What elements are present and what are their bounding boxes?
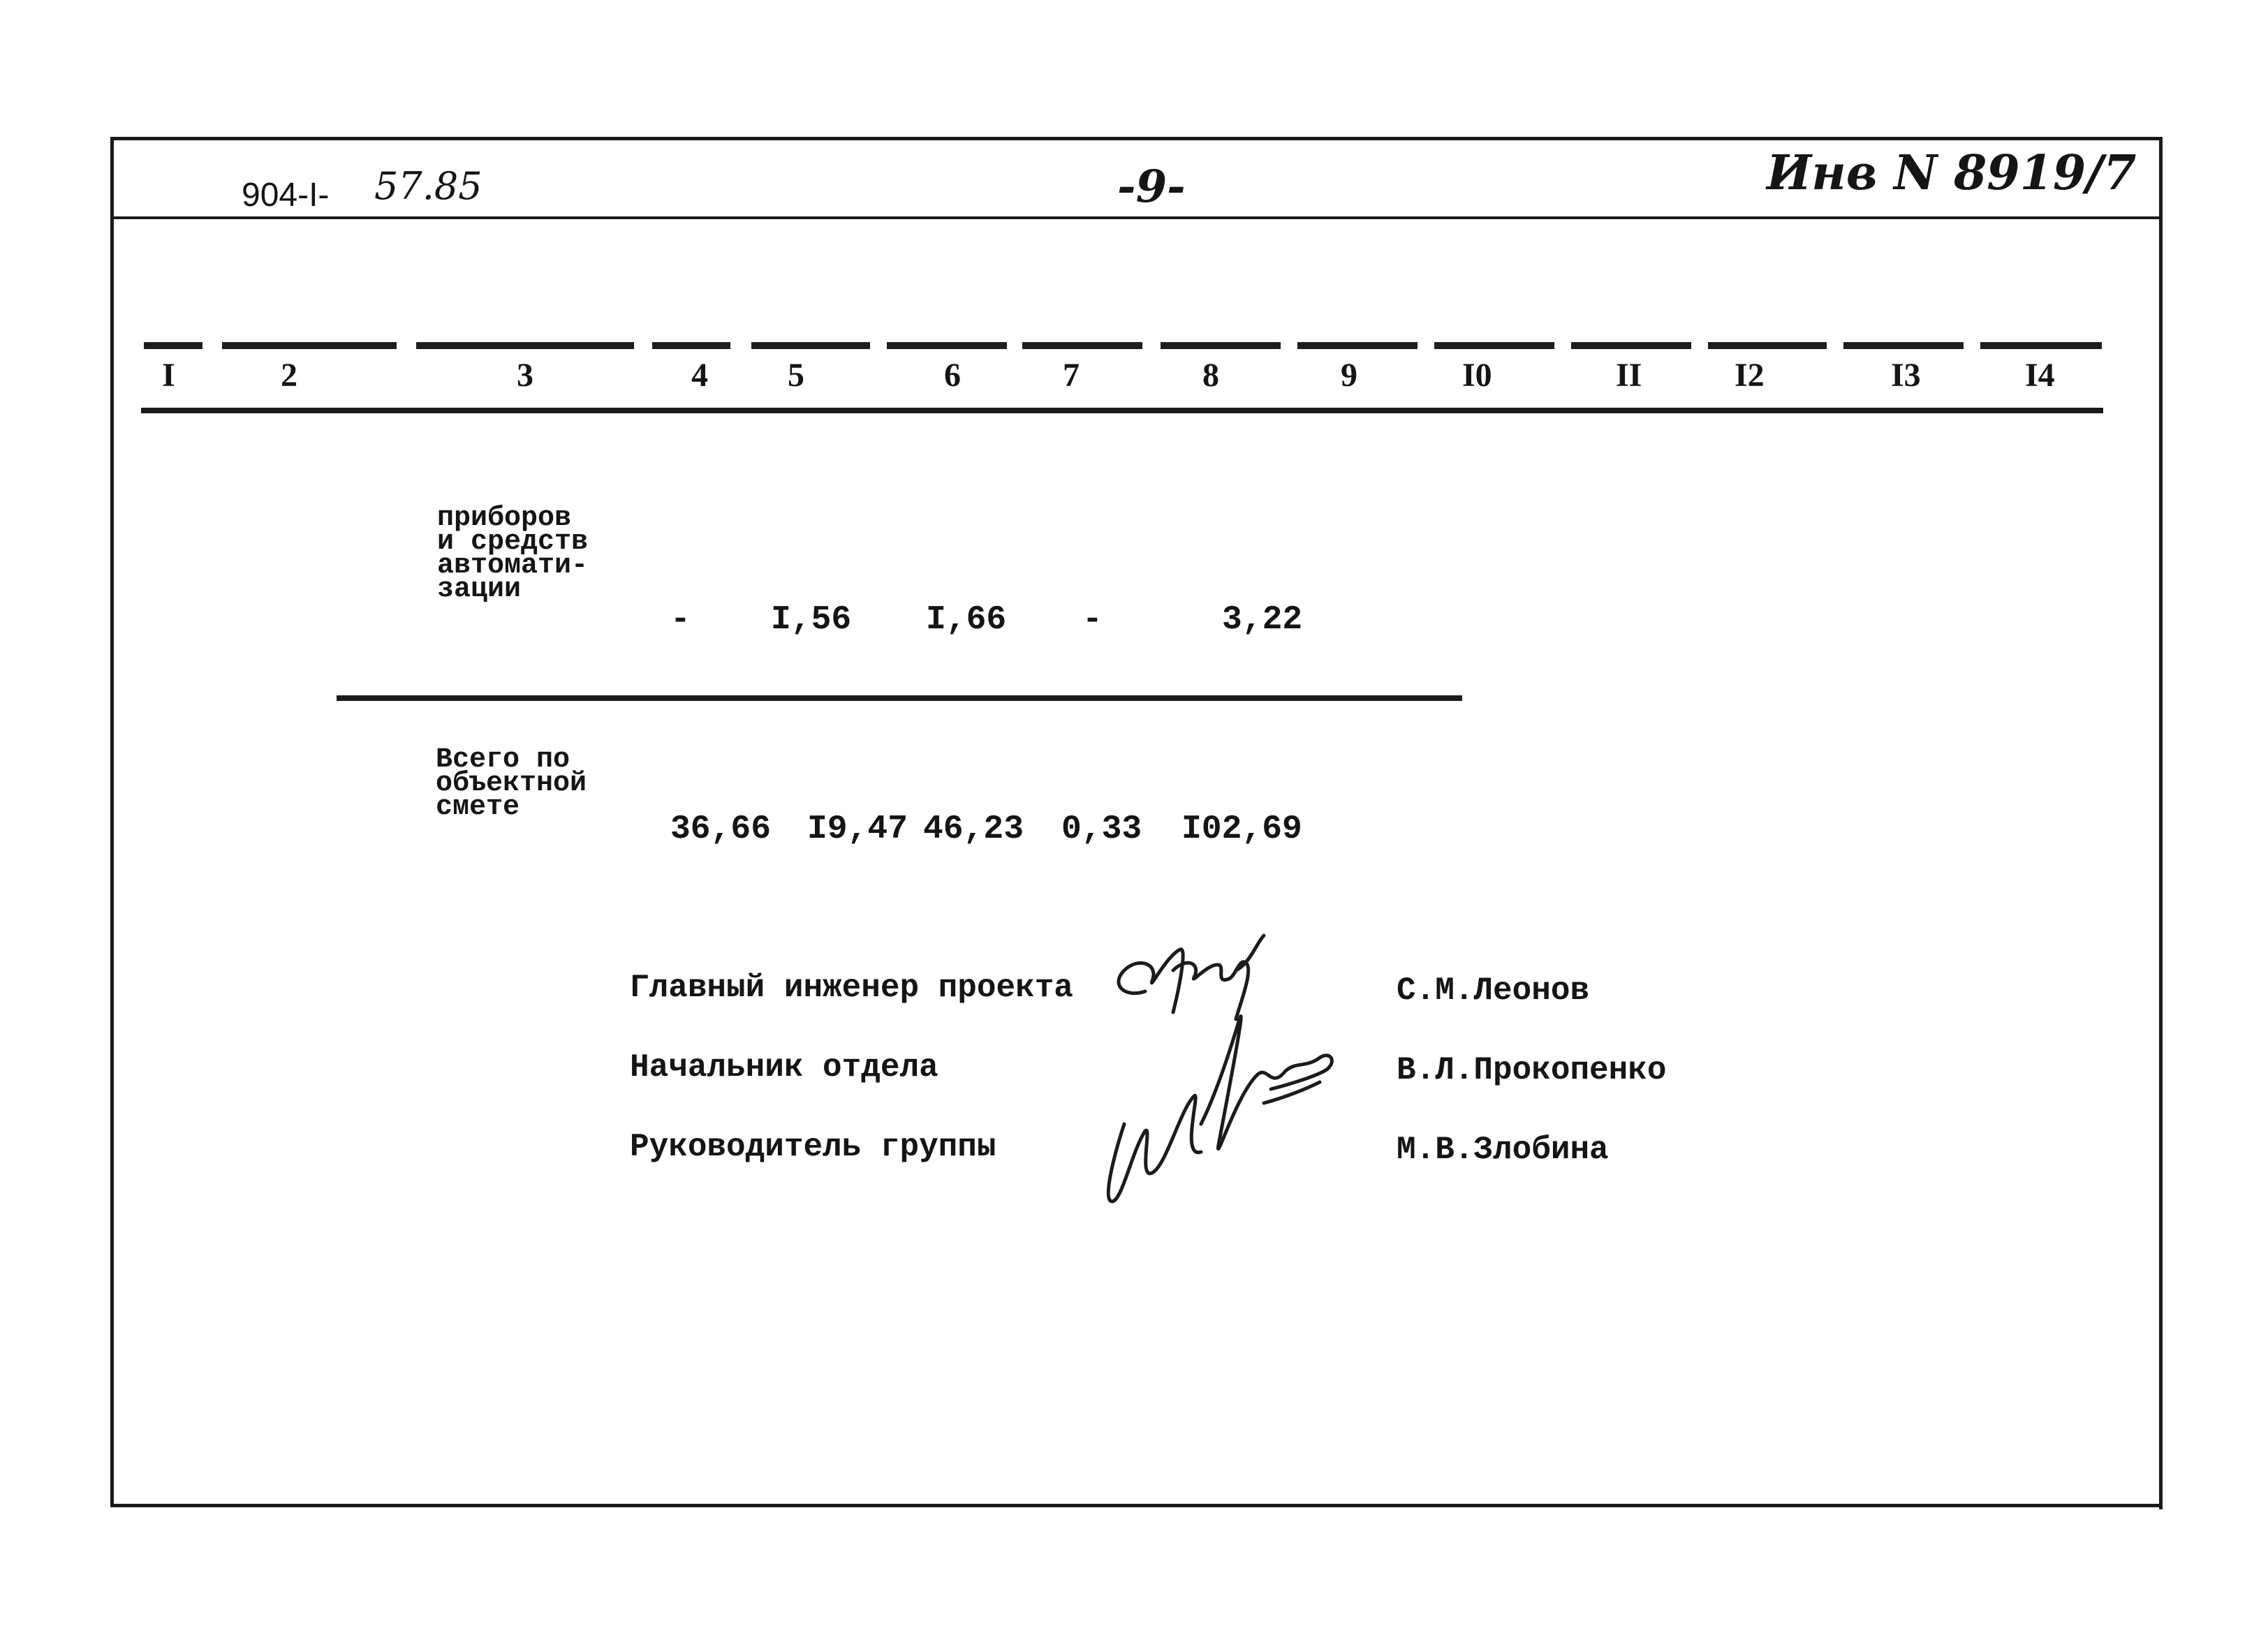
column-dash xyxy=(416,342,634,349)
signatory-name: С.М.Леонов xyxy=(1397,973,1590,1009)
column-number: 3 xyxy=(517,357,533,394)
frame-left xyxy=(110,137,114,1505)
column-number: 2 xyxy=(281,357,297,394)
row-label-line: Всего по xyxy=(436,744,570,776)
cell-col8: I02,69 xyxy=(1181,811,1302,848)
handwritten-signatures xyxy=(1096,915,1390,1222)
cell-col6: I,66 xyxy=(926,601,1007,639)
cell-col5: I9,47 xyxy=(807,811,908,848)
column-dash xyxy=(1161,342,1281,349)
column-number: I xyxy=(162,357,175,394)
column-number: 5 xyxy=(788,357,804,394)
column-number: I2 xyxy=(1735,357,1765,394)
document-code-handwritten: 57.85 xyxy=(374,164,483,208)
column-number: 7 xyxy=(1063,357,1080,394)
row-label xyxy=(436,744,587,823)
column-dash xyxy=(1297,342,1418,349)
column-number: I3 xyxy=(1891,357,1921,394)
column-dash xyxy=(1708,342,1827,349)
column-dash xyxy=(652,342,730,349)
frame-right xyxy=(2159,137,2163,1509)
inventory-number: Инв N 8919/7 xyxy=(1767,145,2137,201)
row-label xyxy=(437,503,589,605)
row-label-line: приборов xyxy=(437,503,572,534)
row-label-line: и средств xyxy=(437,526,589,558)
column-dash xyxy=(751,342,870,349)
page-number: -9- xyxy=(1117,161,1186,213)
total-rule xyxy=(337,695,1462,701)
row-label-line: зации xyxy=(437,574,522,605)
column-dash xyxy=(222,342,397,349)
column-dash xyxy=(1434,342,1554,349)
column-dash xyxy=(1022,342,1142,349)
signatory-name: В.Л.Прокопенко xyxy=(1397,1052,1667,1088)
cell-col5: I,56 xyxy=(771,601,852,639)
signatory-title: Руководитель группы xyxy=(630,1129,996,1165)
column-number: 4 xyxy=(691,357,708,394)
cell-col7: - xyxy=(1082,601,1103,639)
column-number: II xyxy=(1616,357,1642,394)
row-label-line: смете xyxy=(436,792,520,823)
header-divider xyxy=(112,216,2162,219)
signatory-title: Главный инженер проекта xyxy=(630,970,1073,1006)
column-number: 8 xyxy=(1202,357,1219,394)
cell-col7: 0,33 xyxy=(1061,811,1142,848)
column-dash xyxy=(144,342,202,349)
row-label-line: объектной xyxy=(436,768,587,799)
column-number: I4 xyxy=(2025,357,2055,394)
signatory-title: Начальник отдела xyxy=(630,1049,938,1086)
header-rule xyxy=(141,408,2103,413)
column-dash xyxy=(887,342,1007,349)
cell-col8: 3,22 xyxy=(1222,601,1303,639)
cell-col6: 46,23 xyxy=(923,811,1024,848)
cell-col4: - xyxy=(670,601,691,639)
row-label-line: автомати- xyxy=(437,550,589,582)
signatory-name: М.В.Злобина xyxy=(1397,1132,1609,1168)
column-dash xyxy=(1980,342,2102,349)
cell-col4: 36,66 xyxy=(670,811,772,848)
column-dash xyxy=(1843,342,1964,349)
column-number: I0 xyxy=(1462,357,1492,394)
document-code: 904-I- xyxy=(242,177,330,214)
column-number: 9 xyxy=(1341,357,1357,394)
frame-bottom xyxy=(110,1504,2163,1507)
column-number: 6 xyxy=(944,357,961,394)
frame-top xyxy=(112,137,2162,140)
column-dash xyxy=(1571,342,1691,349)
